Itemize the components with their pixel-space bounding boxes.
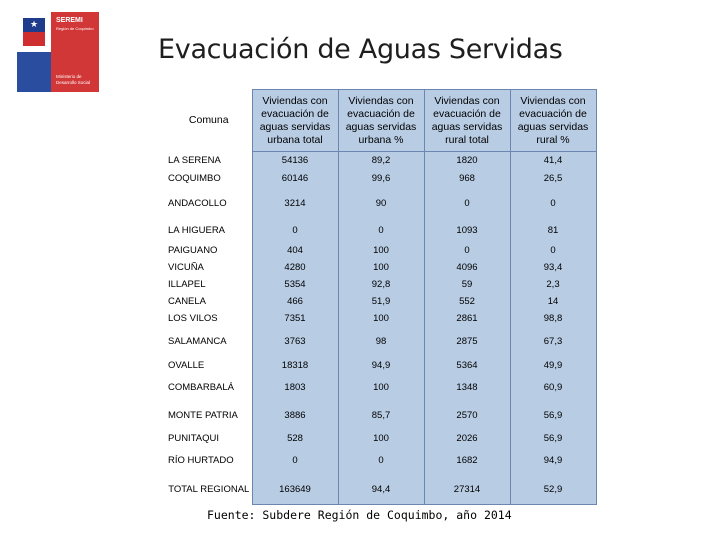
cell-comuna: PUNITAQUI: [166, 430, 252, 447]
header-urbana-pct: Viviendas con evacuación de aguas servidas urbana %: [338, 90, 424, 152]
cell-urbana-total: 3763: [252, 327, 338, 357]
cell-comuna: PAIGUANO: [166, 242, 252, 259]
cell-urbana-pct: 100: [338, 242, 424, 259]
logo-region-text: Región de Coquimbo: [56, 26, 94, 31]
logo-seremi-text: SEREMI: [56, 17, 83, 24]
cell-urbana-total: 528: [252, 430, 338, 447]
logo-blue-band: [17, 52, 51, 92]
table-row: [166, 259, 596, 276]
cell-rural-pct: 49,9: [510, 357, 596, 374]
table-row: [166, 310, 596, 327]
cell-urbana-total: 60146: [252, 169, 338, 189]
cell-urbana-total: 1803: [252, 374, 338, 402]
logo-ministerio-text: Ministerio de Desarrollo Social: [56, 74, 91, 85]
cell-rural-pct: 41,4: [510, 152, 596, 169]
cell-urbana-total: 4280: [252, 259, 338, 276]
table-row: [166, 276, 596, 293]
cell-rural-total: 2026: [424, 430, 510, 447]
cell-rural-pct: 98,8: [510, 310, 596, 327]
cell-urbana-total: 163649: [252, 475, 338, 505]
cell-rural-total: 1820: [424, 152, 510, 169]
source-note: Fuente: Subdere Región de Coquimbo, año 2014: [207, 508, 512, 522]
cell-urbana-pct: 89,2: [338, 152, 424, 169]
cell-rural-total: 968: [424, 169, 510, 189]
cell-urbana-pct: 92,8: [338, 276, 424, 293]
cell-comuna: COQUIMBO: [166, 169, 252, 189]
cell-urbana-pct: 98: [338, 327, 424, 357]
cell-rural-total: 2861: [424, 310, 510, 327]
cell-comuna: LOS VILOS: [166, 310, 252, 327]
cell-rural-total: 0: [424, 189, 510, 219]
cell-rural-pct: 0: [510, 242, 596, 259]
cell-urbana-pct: 100: [338, 310, 424, 327]
cell-rural-pct: 93,4: [510, 259, 596, 276]
cell-comuna: OVALLE: [166, 357, 252, 374]
table-row: [166, 430, 596, 447]
header-comuna: Comuna: [166, 90, 252, 152]
cell-urbana-total: 54136: [252, 152, 338, 169]
cell-rural-total: 2875: [424, 327, 510, 357]
cell-comuna: CANELA: [166, 293, 252, 310]
cell-urbana-total: 3214: [252, 189, 338, 219]
cell-urbana-pct: 99,6: [338, 169, 424, 189]
cell-comuna: ILLAPEL: [166, 276, 252, 293]
cell-comuna: TOTAL REGIONAL: [166, 475, 252, 505]
cell-urbana-pct: 100: [338, 374, 424, 402]
cell-rural-pct: 52,9: [510, 475, 596, 505]
cell-comuna: MONTE PATRIA: [166, 402, 252, 430]
cell-rural-total: 27314: [424, 475, 510, 505]
cell-comuna: COMBARBALÁ: [166, 374, 252, 402]
table-row: [166, 293, 596, 310]
cell-urbana-total: 18318: [252, 357, 338, 374]
cell-comuna: LA HIGUERA: [166, 219, 252, 242]
cell-urbana-pct: 100: [338, 430, 424, 447]
cell-rural-pct: 67,3: [510, 327, 596, 357]
cell-comuna: VICUÑA: [166, 259, 252, 276]
table-row: [166, 152, 596, 169]
cell-rural-pct: 0: [510, 189, 596, 219]
cell-rural-total: 552: [424, 293, 510, 310]
table-row: [166, 357, 596, 374]
cell-urbana-pct: 94,4: [338, 475, 424, 505]
cell-comuna: LA SERENA: [166, 152, 252, 169]
cell-comuna: ANDACOLLO: [166, 189, 252, 219]
table-header-row: [166, 90, 596, 152]
header-rural-total: Viviendas con evacuación de aguas servidas rural total: [424, 90, 510, 152]
table-row: [166, 169, 596, 189]
cell-urbana-pct: 90: [338, 189, 424, 219]
cell-urbana-total: 5354: [252, 276, 338, 293]
cell-rural-pct: 26,5: [510, 169, 596, 189]
cell-rural-total: 59: [424, 276, 510, 293]
cell-comuna: RÍO HURTADO: [166, 447, 252, 475]
table-row: [166, 402, 596, 430]
cell-urbana-pct: 0: [338, 447, 424, 475]
table-row: [166, 219, 596, 242]
cell-urbana-total: 7351: [252, 310, 338, 327]
cell-comuna: SALAMANCA: [166, 327, 252, 357]
seremi-logo: [17, 12, 99, 92]
cell-urbana-total: 0: [252, 447, 338, 475]
cell-urbana-total: 466: [252, 293, 338, 310]
cell-rural-total: 1093: [424, 219, 510, 242]
cell-urbana-pct: 51,9: [338, 293, 424, 310]
table-row: [166, 447, 596, 475]
table-row: [166, 242, 596, 259]
cell-rural-total: 1682: [424, 447, 510, 475]
cell-rural-pct: 60,9: [510, 374, 596, 402]
cell-rural-pct: 56,9: [510, 430, 596, 447]
cell-urbana-pct: 100: [338, 259, 424, 276]
cell-rural-pct: 14: [510, 293, 596, 310]
cell-rural-total: 4096: [424, 259, 510, 276]
cell-urbana-total: 404: [252, 242, 338, 259]
cell-rural-pct: 2,3: [510, 276, 596, 293]
evacuation-table: [166, 89, 597, 505]
cell-rural-total: 2570: [424, 402, 510, 430]
cell-urbana-total: 0: [252, 219, 338, 242]
page-title: Evacuación de Aguas Servidas: [158, 34, 563, 65]
cell-rural-pct: 81: [510, 219, 596, 242]
table-row: [166, 327, 596, 357]
table-row: [166, 475, 596, 505]
cell-rural-pct: 56,9: [510, 402, 596, 430]
cell-urbana-pct: 0: [338, 219, 424, 242]
cell-rural-total: 1348: [424, 374, 510, 402]
table-row: [166, 189, 596, 219]
cell-rural-total: 0: [424, 242, 510, 259]
government-emblem-icon: ★: [17, 12, 51, 52]
cell-rural-pct: 94,9: [510, 447, 596, 475]
table-row: [166, 374, 596, 402]
cell-urbana-total: 3886: [252, 402, 338, 430]
cell-rural-total: 5364: [424, 357, 510, 374]
header-rural-pct: Viviendas con evacuación de aguas servidas rural %: [510, 90, 596, 152]
cell-urbana-pct: 85,7: [338, 402, 424, 430]
header-urbana-total: Viviendas con evacuación de aguas servidas urbana total: [252, 90, 338, 152]
cell-urbana-pct: 94,9: [338, 357, 424, 374]
